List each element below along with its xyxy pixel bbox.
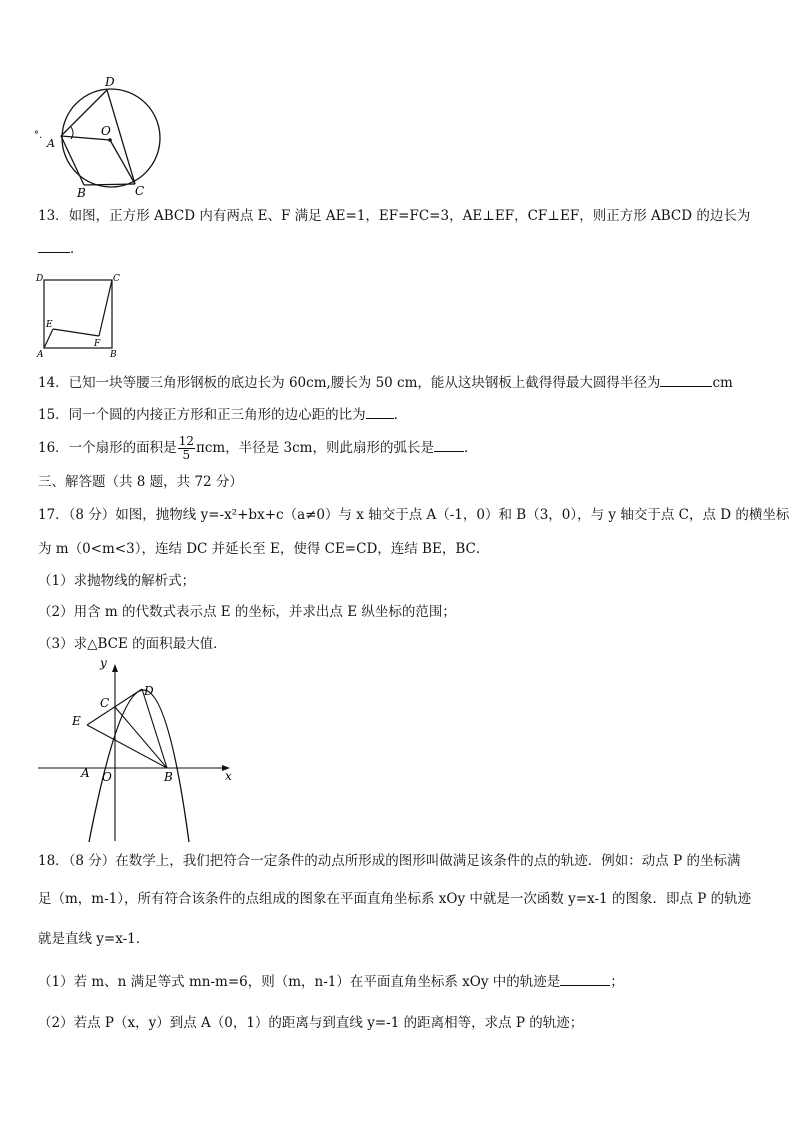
q18-part1: （1）若 m、n 满足等式 mn-m=6，则（m，n-1）在平面直角坐标系 xOy 中的轨迹是 ；: [38, 974, 624, 990]
label-x: x: [225, 769, 232, 783]
label-c: C: [135, 184, 145, 198]
square-figure: [34, 270, 124, 362]
q18-line1: 18．（8 分）在数学上，我们把符合一定条件的动点所形成的图形叫做满足该条件的点的轨迹．例如：动点 P 的坐标满: [38, 853, 741, 869]
q18-line3: 就是直线 y=x-1．: [38, 931, 150, 947]
q15-answer-blank[interactable]: [366, 406, 394, 419]
label-d2: D: [36, 274, 44, 284]
segment-dc: [107, 90, 135, 184]
q18-part2: （2）若点 P（x，y）到点 A（0，1）的距离与到直线 y=-1 的距离相等，求点 P 的轨迹；: [38, 1015, 584, 1031]
label-d: D: [105, 75, 115, 89]
q17-line2: 为 m（0<m<3），连结 DC 并延长至 E，使得 CE=CD，连结 BE，BC．: [38, 541, 490, 557]
label-a2: A: [37, 350, 44, 360]
segment-oc: [110, 140, 135, 184]
label-e3: E: [72, 714, 81, 728]
q18-line2: 足（m，m-1），所有符合该条件的点组成的图象在平面直角坐标系 xOy 中就是一次函数 y=x-1 的图象．即点 P 的轨迹: [38, 891, 752, 907]
label-d3: D: [144, 684, 154, 698]
parabola-figure: [34, 655, 244, 845]
q13-answer-blank[interactable]: [38, 240, 70, 253]
y-axis-arrow: [112, 664, 118, 672]
label-b2: B: [110, 350, 117, 360]
segment-cb: [115, 707, 167, 768]
q17-line1: 17．（8 分）如图，抛物线 y=-x²+bx+c（a≠0）与 x 轴交于点 A（-1，0）和 B（3，0），与 y 轴交于点 C，点 D 的横坐标: [38, 507, 790, 523]
q13-blank-line: ．: [38, 240, 84, 258]
parabola-curve: [89, 690, 189, 842]
label-c3: C: [100, 696, 110, 710]
label-f2: F: [94, 339, 101, 349]
segment-fc: [99, 280, 112, 336]
section-heading: 三、解答题（共 8 题，共 72 分）: [38, 474, 243, 490]
label-o: O: [101, 124, 111, 138]
q14-answer-blank[interactable]: [660, 374, 712, 387]
label-a3: A: [81, 766, 90, 780]
q17-part3: （3）求△BCE 的面积最大值．: [38, 636, 227, 652]
q13-text: 13．如图，正方形 ABCD 内有两点 E、F 满足 AE=1，EF=FC=3，AE⊥EF，CF⊥EF，则正方形 ABCD 的边长为: [38, 208, 751, 224]
circle-figure: [34, 72, 166, 200]
q14-text: 14．已知一块等腰三角形钢板的底边长为 60cm,腰长为 50 cm，能从这块钢板上截得得最大圆得半径为 cm: [38, 375, 733, 391]
q17-part2: （2）用含 m 的代数式表示点 E 的坐标，并求出点 E 纵坐标的范围；: [38, 604, 456, 620]
segment-ae: [44, 329, 53, 348]
q16-answer-blank[interactable]: [434, 439, 464, 452]
q15-text: 15．同一个圆的内接正方形和正三角形的边心距的比为 ．: [38, 407, 408, 423]
label-deg: °.: [34, 130, 43, 141]
label-b3: B: [164, 770, 173, 784]
label-o3: O: [102, 770, 112, 784]
q16-text: 16．一个扇形的面积是 $\frac{12}{5}$ πcm，半径是 3cm，则此扇形的弧长是 ．: [38, 434, 478, 462]
label-c2: C: [113, 274, 120, 284]
center-dot: [108, 138, 112, 142]
label-b: B: [77, 186, 86, 200]
segment-ab: [61, 136, 84, 185]
q18-answer-blank[interactable]: [560, 973, 610, 986]
q17-part1: （1）求抛物线的解析式；: [38, 573, 196, 589]
label-y: y: [100, 656, 107, 670]
label-e2: E: [46, 320, 53, 330]
square-abcd: [44, 280, 112, 348]
label-a: A: [47, 137, 55, 150]
segment-ef: [53, 329, 99, 336]
q16-fraction: $\frac{12}{5}$: [178, 434, 194, 462]
